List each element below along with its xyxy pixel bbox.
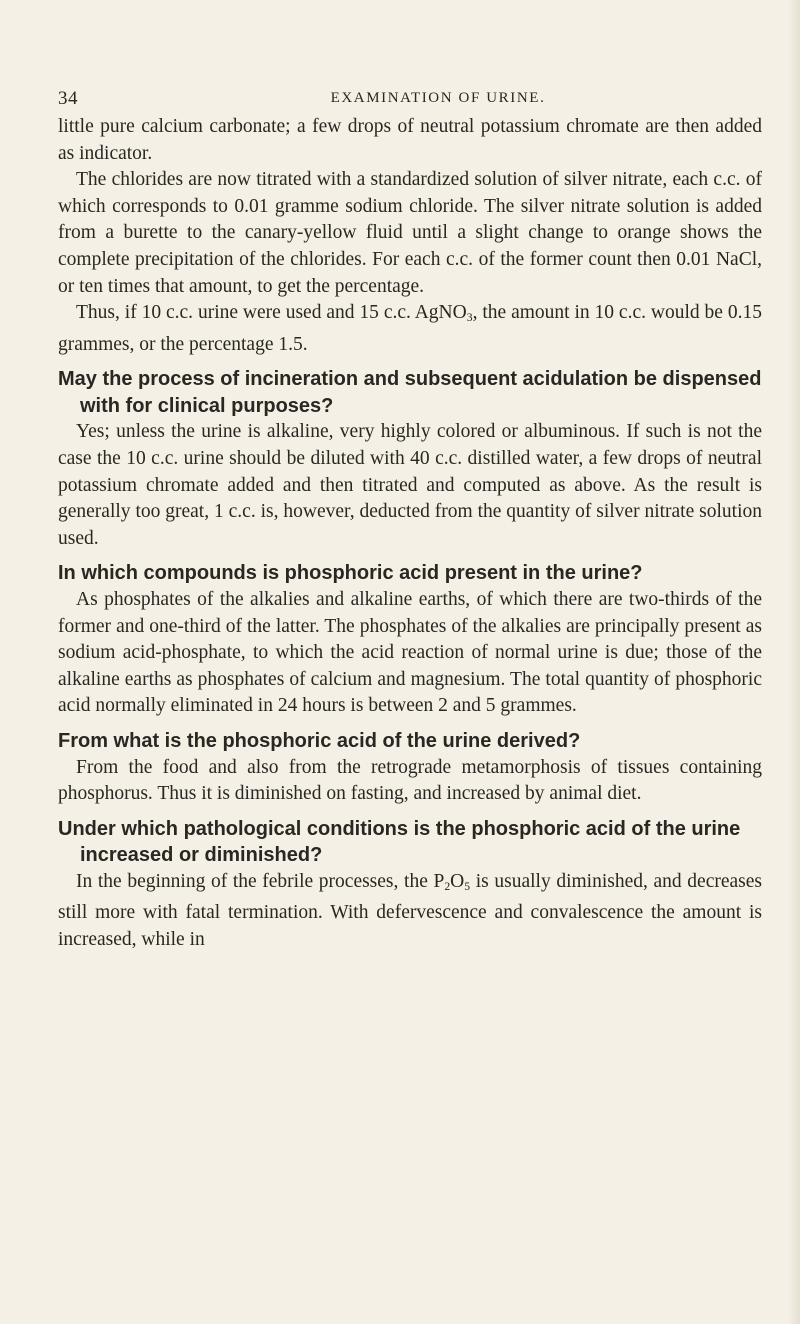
question-heading-compounds: In which compounds is phosphoric acid present in the urine?	[58, 562, 643, 585]
answer-pathological	[58, 869, 762, 954]
question-heading-incineration: May the process of incineration and subsequent acidulation be dispensed with for clinical purposes?	[58, 368, 762, 417]
page-edge-shadow	[788, 0, 800, 1324]
answer-text-end: is usually diminished, and decreases still more with fatal termination. With defervescence and convalescence the amount is increased, while in	[58, 870, 762, 951]
answer-text-start: In the beginning of the febrile processes, the P	[76, 870, 445, 892]
answer-incineration: Yes; unless the urine is alkaline, very highly colored or albuminous. If such is not the case the 10 c.c. urine should be diluted with 40 c.c. distilled water, a few drops of neutral potassium chromate added and then titrated and computed as above. As the result is generally too great, 1 c.c. is, however, deducted from the quantity of silver nitrate solution used.	[58, 421, 762, 549]
formula-subscript: 3	[466, 311, 473, 325]
example-text-end: , the amount in 10 c.c. would be 0.15 grammes, or the percentage 1.5.	[58, 302, 762, 355]
paragraph-example	[58, 300, 762, 358]
page-body	[58, 114, 762, 954]
formula-subscript-2: 2	[444, 879, 451, 893]
formula-oxygen: O	[450, 870, 465, 892]
example-text-start: Thus, if 10 c.c. urine were used and 15 c.c. AgNO	[76, 302, 467, 324]
paragraph-continuation: little pure calcium carbonate; a few drops of neutral potassium chromate are then added as indicator.	[58, 116, 762, 164]
page-header	[58, 88, 758, 112]
question-heading-derivation: From what is the phosphoric acid of the urine derived?	[58, 729, 581, 752]
answer-compounds: As phosphates of the alkalies and alkaline earths, of which there are two-thirds of the former and one-third of the latter. The phosphates of the alkalies are principally present as sodium acid-phosphate, to which the acid reaction of normal urine is due; those of the alkaline earths as phosphates of calcium and magnesium. The total quantity of phosphoric acid normally eliminated in 24 hours is between 2 and 5 grammes.	[58, 589, 762, 717]
formula-subscript-5: 5	[464, 879, 471, 893]
running-head: EXAMINATION OF URINE.	[330, 90, 546, 106]
page-number: 34	[58, 88, 78, 109]
answer-derivation: From the food and also from the retrograde metamorphosis of tissues containing phosphorus. Thus it is diminished on fasting, and increased by animal diet.	[58, 756, 762, 805]
question-heading-pathological: Under which pathological conditions is the phosphoric acid of the urine increased or diminished?	[58, 817, 741, 867]
paragraph-chloride-titration: The chlorides are now titrated with a standardized solution of silver nitrate, each c.c. of which corresponds to 0.01 gramme sodium chloride. The silver nitrate solution is added from a burette to the canary-yellow fluid until a slight change to orange shows the complete precipitation of the chlorides. For each c.c. of the former count then 0.01 NaCl, or ten times that amount, to get the percentage.	[58, 169, 762, 297]
